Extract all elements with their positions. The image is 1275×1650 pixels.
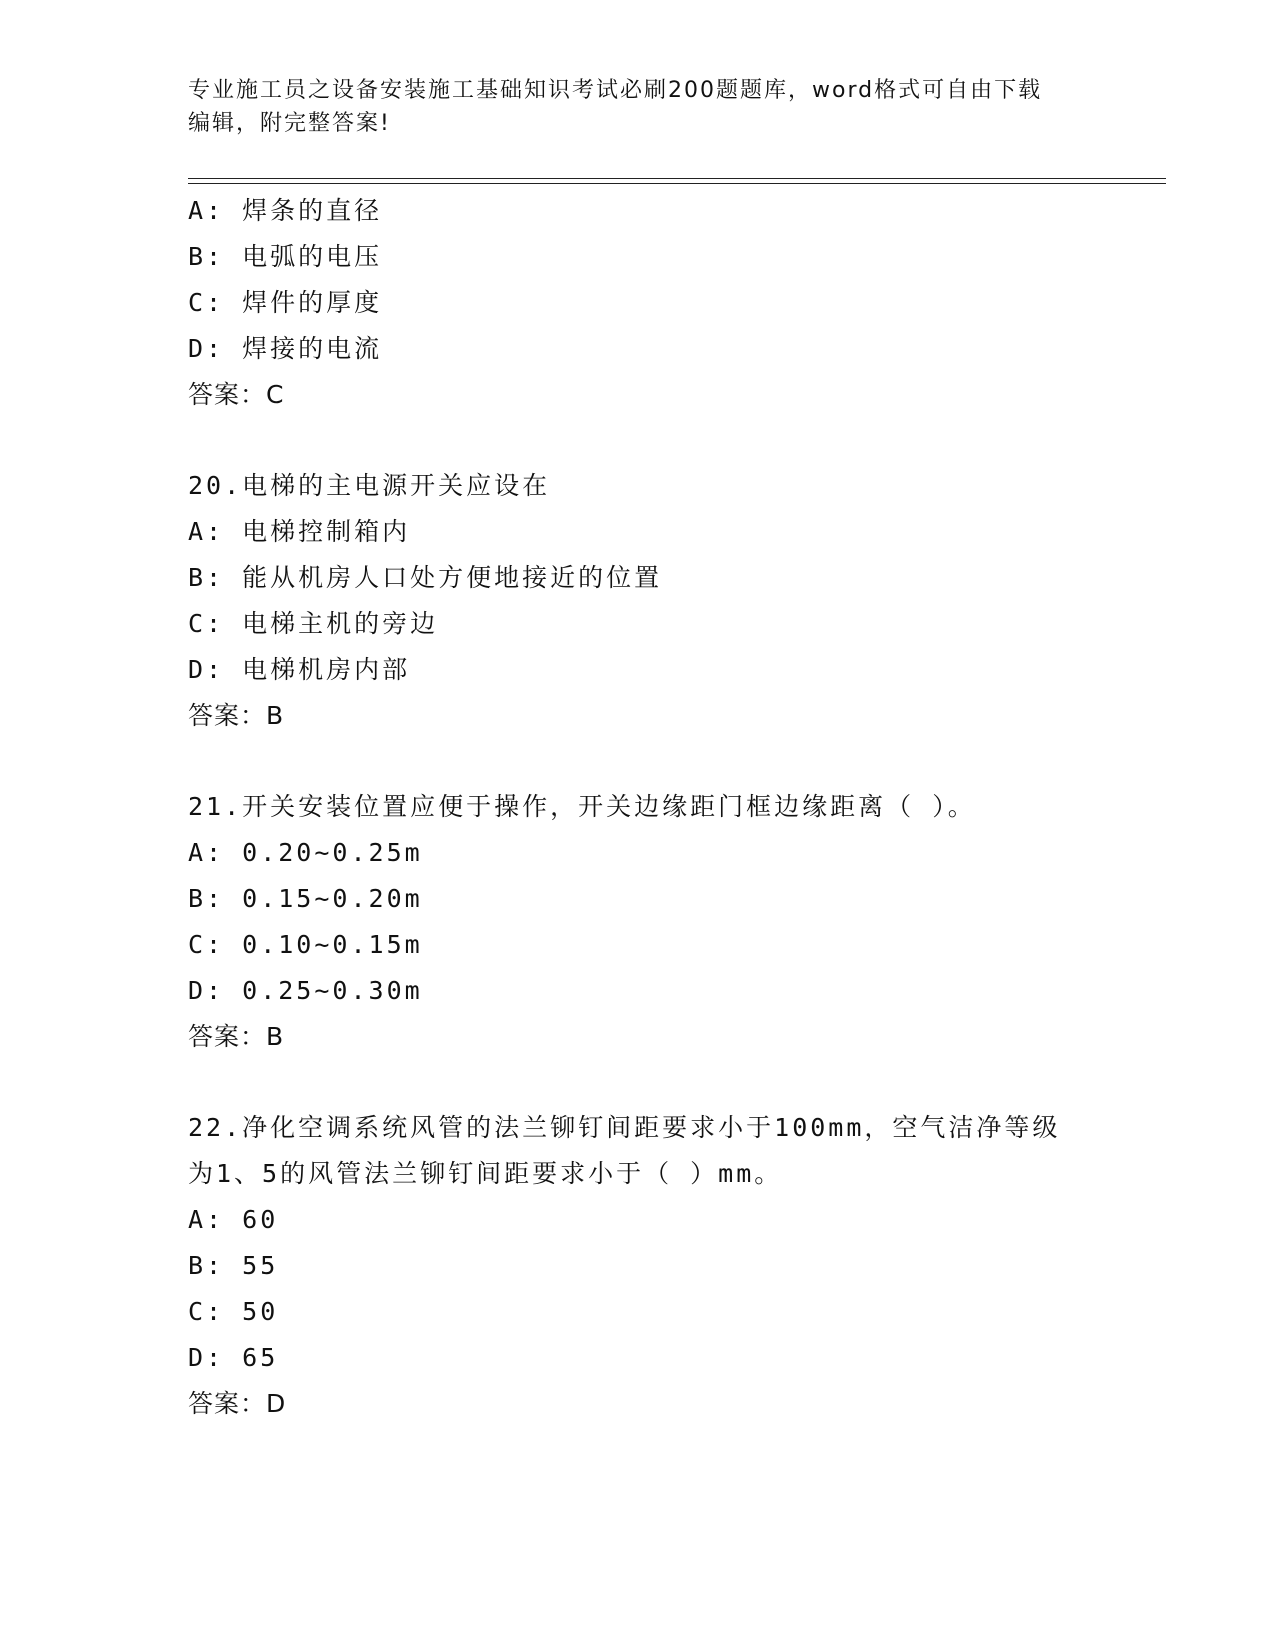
option-b: B: 55 bbox=[188, 1251, 279, 1280]
question-22 bbox=[188, 1105, 1148, 1427]
option-d: D: 焊接的电流 bbox=[188, 334, 383, 363]
answer-line: 答案：D bbox=[188, 1389, 287, 1418]
question-list bbox=[188, 188, 1148, 1427]
option-d: D: 65 bbox=[188, 1343, 279, 1372]
option-a: A: 60 bbox=[188, 1205, 279, 1234]
question-text-line-1: 22.净化空调系统风管的法兰铆钉间距要求小于100mm，空气洁净等级 bbox=[188, 1113, 1061, 1142]
question-19 bbox=[188, 188, 1148, 418]
option-c: C: 50 bbox=[188, 1297, 279, 1326]
option-a: A: 0.20~0.25m bbox=[188, 838, 423, 867]
document-header bbox=[188, 74, 1088, 140]
question-text: 21.开关安装位置应便于操作，开关边缘距门框边缘距离（ ）。 bbox=[188, 792, 976, 821]
option-b: B: 0.15~0.20m bbox=[188, 884, 423, 913]
option-b: B: 电弧的电压 bbox=[188, 242, 383, 271]
question-text-line-2: 为1、5的风管法兰铆钉间距要求小于（ ）mm。 bbox=[188, 1159, 783, 1188]
header-line-1: 专业施工员之设备安装施工基础知识考试必刷200题题库，word格式可自由下载 bbox=[188, 78, 1043, 103]
answer-line: 答案：B bbox=[188, 701, 285, 730]
option-c: C: 电梯主机的旁边 bbox=[188, 609, 439, 638]
option-a: A: 焊条的直径 bbox=[188, 196, 383, 225]
option-d: D: 0.25~0.30m bbox=[188, 976, 423, 1005]
header-divider-bottom bbox=[188, 183, 1166, 184]
question-text: 20.电梯的主电源开关应设在 bbox=[188, 471, 551, 500]
header-divider-top bbox=[188, 178, 1166, 179]
header-line-2: 编辑，附完整答案! bbox=[188, 111, 391, 136]
answer-line: 答案：B bbox=[188, 1022, 285, 1051]
option-b: B: 能从机房人口处方便地接近的位置 bbox=[188, 563, 663, 592]
question-20 bbox=[188, 463, 1148, 739]
option-c: C: 0.10~0.15m bbox=[188, 930, 423, 959]
option-d: D: 电梯机房内部 bbox=[188, 655, 411, 684]
option-c: C: 焊件的厚度 bbox=[188, 288, 383, 317]
question-21 bbox=[188, 784, 1148, 1060]
option-a: A: 电梯控制箱内 bbox=[188, 517, 411, 546]
answer-line: 答案：C bbox=[188, 380, 285, 409]
